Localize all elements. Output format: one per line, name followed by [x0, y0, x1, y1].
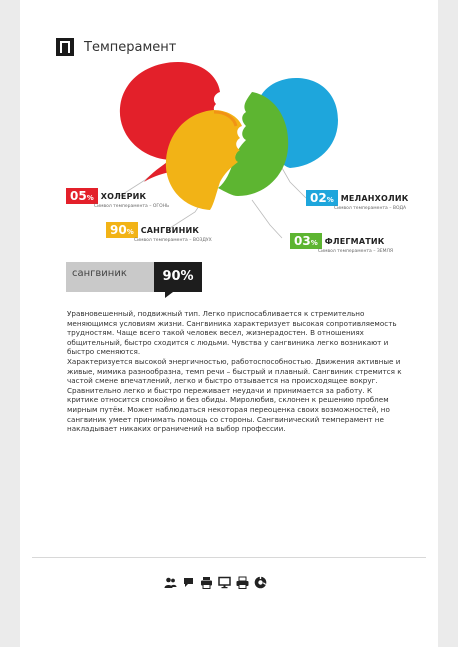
- monitor-icon[interactable]: [218, 576, 231, 589]
- description: [67, 309, 402, 434]
- sanguine-name: САНГВИНИК: [140, 225, 200, 235]
- phlegmatic-element: Символ темперамента – ЗЕМЛЯ: [318, 249, 393, 254]
- description-paragraph: Сравнительно легко и быстро переживает неудачи и принимается за работу. К критике относится спокойно и без обиды. Миролюбив, склонен к решению проблем мирным путём. Может наблюдаться некоторая переоценка своих возможностей, но сангвиник умеет принимать помощь со стороны. Сангвинический темперамент не накладывает никаких ограничений на выбор профессии.: [67, 385, 390, 434]
- footer-divider: [32, 557, 426, 558]
- phlegmatic-tag: [290, 233, 393, 254]
- users-icon[interactable]: [164, 576, 177, 589]
- choleric-percent: 05%: [66, 188, 98, 204]
- footer-toolbar: [164, 576, 267, 589]
- badge-label-box: [66, 262, 154, 292]
- result-badge: [66, 262, 202, 298]
- description-paragraph: Характеризуется высокой энергичностью, работоспособностью. Движения активные и живые, мимика разнообразна, темп речи – быстрый и плавный. Сангвиник стремится к частой смене впечатлений, легко и быстро отзывается на происходящее вокруг.: [67, 356, 402, 386]
- choleric-name: ХОЛЕРИК: [100, 191, 147, 201]
- page: [20, 0, 438, 647]
- badge-label: сангвиник: [72, 268, 127, 279]
- print-settings-icon[interactable]: [200, 576, 213, 589]
- sanguine-element: Символ темперамента – ВОЗДУХ: [134, 238, 212, 243]
- settings-icon[interactable]: [254, 576, 267, 589]
- melancholic-tag: [306, 190, 409, 211]
- phlegmatic-percent: 03%: [290, 233, 322, 249]
- description-paragraph: Уравновешенный, подвижный тип. Легко приспосабливается к стремительно меняющимся условиям жизни. Сангвиника характеризует высокая сопротивляемость трудностям. Чаще всего такой человек весел, жизнерадостен. В отношениях общительный, быстро сходится с людьми. Чувства у сангвиника легко возникают и быстро сменяются.: [67, 309, 397, 357]
- melancholic-element: Символ темперамента – ВОДА: [334, 206, 407, 211]
- badge-tail: [165, 292, 173, 298]
- sanguine-percent: 90%: [106, 222, 138, 238]
- melancholic-name: МЕЛАНХОЛИК: [340, 193, 409, 203]
- badge-value: 90%: [154, 262, 202, 292]
- choleric-element: Символ темперамента – ОГОНЬ: [94, 204, 170, 209]
- printer-icon[interactable]: [236, 576, 249, 589]
- phlegmatic-name: ФЛЕГМАТИК: [324, 236, 385, 246]
- chat-icon[interactable]: [182, 576, 195, 589]
- choleric-tag: [66, 188, 170, 209]
- page-title: Темперамент: [84, 39, 177, 55]
- melancholic-percent: 02%: [306, 190, 338, 206]
- sanguine-tag: [106, 222, 212, 243]
